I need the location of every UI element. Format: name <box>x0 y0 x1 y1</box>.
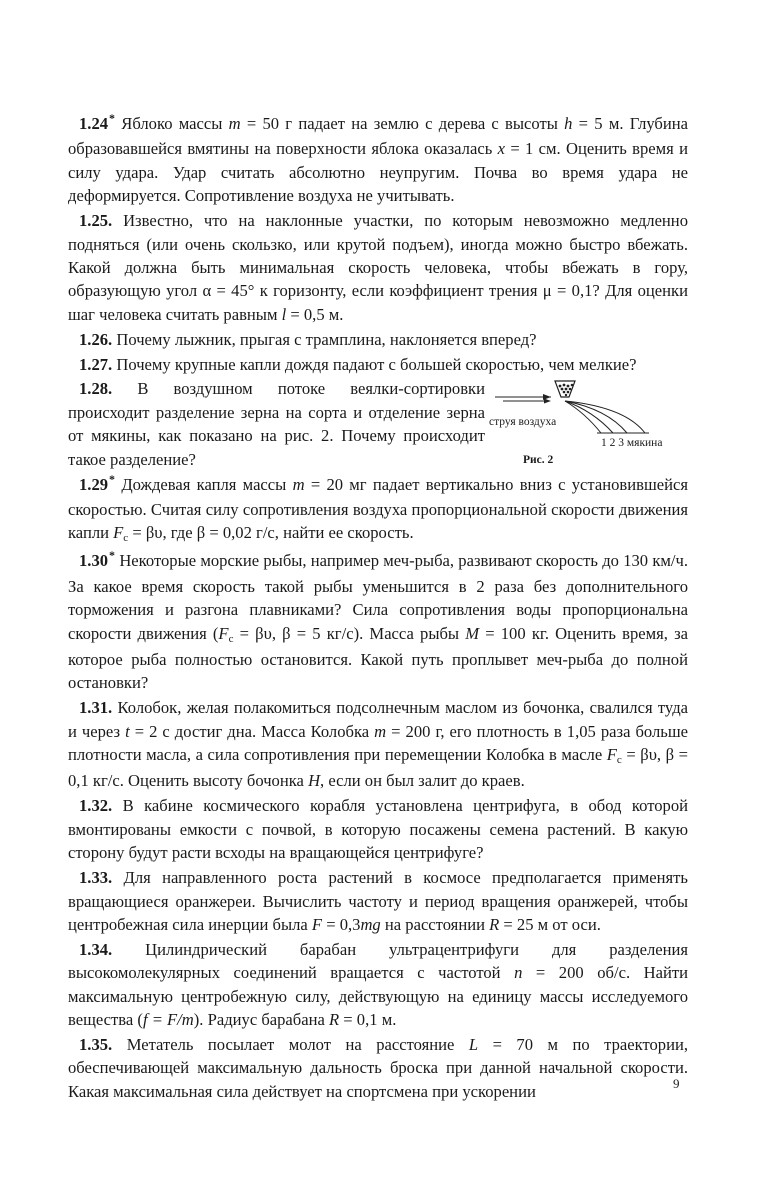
problem-number: 1.32. <box>79 796 113 816</box>
air-arrow-icon <box>544 399 551 404</box>
subscript-c: c <box>616 754 622 767</box>
var-F: F <box>218 623 229 643</box>
problem-text: = 200 об/с. Найти максимальную центробежную силу, действующую на единицу массы исследуемого вещества ( <box>68 963 688 1030</box>
problem-text: = 5 м. Глубина образовавшейся вмятины на поверхности яблока оказалась <box>68 114 688 159</box>
problem-1-25 <box>68 209 688 326</box>
subscript-c: c <box>228 632 234 645</box>
var-H: H <box>308 771 321 791</box>
problem-1-35 <box>68 1033 688 1103</box>
var-F: F <box>311 914 323 934</box>
problem-1-33 <box>68 866 688 936</box>
star-mark: * <box>109 111 116 125</box>
problem-text: Известно, что на наклонные участки, по которым невозможно медленно подняться (или очень скользко, или крутой подъем), иногда можно быстро вбежать. Какой должна быть минимальная скорость человека, чтобы вбежать в гору, образующую угол α = 45° к горизонту, если коэффициент трения μ = 0,1? Для оценки шаг человека считать равным <box>68 211 688 324</box>
problem-number: 1.31. <box>79 698 113 718</box>
problem-text: , если он был залит до краев. <box>320 771 525 791</box>
problem-text: Колобок, желая полакомиться подсолнечным маслом из бочонка, свалился туда и через <box>68 698 688 741</box>
problem-number: 1.26. <box>79 329 113 349</box>
problem-text: = 200 г, его плотность в 1,05 раза больше плотности масла, а сила сопротивления при перемещении Колобка в масле <box>68 721 688 765</box>
problem-text: = βυ, β = 0,1 кг/с. Оценить высоту бочонка <box>68 745 688 791</box>
problem-number: 1.30 <box>79 551 109 571</box>
problem-text: Цилиндрический барабан ультрацентрифуги для разделения высокомолекулярных соединений вращается с частотой <box>68 939 689 983</box>
var-F: F <box>113 523 124 543</box>
problem-text: ). Радиус барабана <box>193 1010 330 1030</box>
problem-text: = 0,5 м. <box>286 304 344 324</box>
problem-text: В кабине космического корабля установлена центрифуга, в обод которой вмонтированы емкости с почвой, в которую посажены семена растений. В какую сторону будут расти всходы на вращающейся центрифуге? <box>68 796 688 863</box>
var-M: M <box>465 623 480 643</box>
problem-1-29 <box>68 473 688 548</box>
var-m: m <box>228 114 241 133</box>
expr-f: f = F/m <box>142 1010 194 1030</box>
problem-text: Дождевая капля массы <box>121 474 293 494</box>
problem-text: = 0,1 м. <box>339 1010 397 1030</box>
problem-text: = 0,3 <box>322 914 361 934</box>
problem-1-32 <box>68 794 688 864</box>
problem-text: Яблоко массы <box>121 114 229 133</box>
var-m: m <box>292 474 305 494</box>
bins-label: 1 2 3 мякина <box>601 437 663 450</box>
problem-1-28 <box>68 377 485 471</box>
problem-text: = 2 с достиг дна. Масса Колобка <box>129 721 375 741</box>
problem-1-30 <box>68 549 688 694</box>
star-mark: * <box>109 471 116 486</box>
var-m: m <box>374 721 387 741</box>
problem-number: 1.27. <box>79 354 113 374</box>
problem-text: = 1 см. Оценить время и силу удара. Удар считать абсолютно неупругим. Почва во время удара не деформируется. Сопротивление воздуха не учитывать. <box>68 139 688 206</box>
problem-text: = βυ, β = 5 кг/с). Масса рыбы <box>233 623 466 643</box>
subscript-c: c <box>123 532 129 545</box>
problem-text: = 20 мг падает вертикально вниз с установившейся скоростью. Считая силу сопротивления воздуха пропорциональной скорости движения капли <box>68 474 688 543</box>
problem-text: на расстоянии <box>380 914 490 934</box>
problem-number: 1.24 <box>79 114 109 133</box>
page-number: 9 <box>673 1076 680 1091</box>
problem-text: Почему крупные капли дождя падают с большей скоростью, чем мелкие? <box>116 354 637 374</box>
problem-number: 1.29 <box>79 474 109 494</box>
problem-text: В воздушном потоке веялки-сортировки происходит разделение зерна на сорта и отделение зерна от мякины, как показано на рис. 2. Почему происходит такое разделение? <box>68 379 485 469</box>
page-content <box>68 112 688 1105</box>
problem-number: 1.25. <box>79 211 113 231</box>
problem-1-27 <box>68 353 688 376</box>
problem-text: = 70 м по траектории, обеспечивающей максимальную дальность броска при данной начальной скорости. Какая максимальная сила действует на спортсмена при ускорении <box>68 1034 689 1101</box>
problem-number: 1.35. <box>79 1034 113 1054</box>
problem-1-28-with-figure <box>68 377 688 472</box>
var-F: F <box>606 745 617 765</box>
problem-text: Некоторые морские рыбы, например меч-рыба, развивают скорость до 130 км/ч. За какое время скорость такой рыбы уменьшится в 2 раза без дополнительного торможения и разгона плавниками? Сила сопротивления воды пропорциональна скорости движения ( <box>68 551 689 643</box>
problem-1-24 <box>68 112 688 208</box>
problem-text: Почему лыжник, прыгая с трамплина, наклоняется вперед? <box>116 329 537 349</box>
air-stream-label: струя воздуха <box>489 416 557 429</box>
problem-number: 1.33. <box>79 868 113 888</box>
problem-text: = 100 кг. Оценить время, за которое рыба полностью остановится. Какой путь проплывет меч-рыба до полной остановки? <box>68 623 688 693</box>
var-t: t <box>125 721 130 741</box>
var-l: l <box>281 304 287 324</box>
problem-text: = 25 м от оси. <box>499 914 601 934</box>
var-R: R <box>329 1010 340 1030</box>
problem-text: = βυ, где β = 0,02 г/с, найти ее скорость. <box>128 523 414 543</box>
problem-1-26 <box>68 328 688 351</box>
var-L: L <box>468 1034 479 1054</box>
problem-text: Метатель посылает молот на расстояние <box>126 1034 469 1054</box>
var-R: R <box>489 914 500 934</box>
var-x: x <box>497 139 505 159</box>
var-h: h <box>564 114 573 133</box>
star-mark: * <box>109 548 116 563</box>
problem-1-31 <box>68 696 688 793</box>
problem-text: = 50 г падает на землю с дерева с высоты <box>240 114 565 133</box>
figure-2 <box>485 377 688 472</box>
problem-number: 1.34. <box>79 939 113 959</box>
var-n: n <box>514 963 523 983</box>
var-mg: mg <box>360 914 381 934</box>
problem-text: Для направленного роста растений в космосе предполагается применять вращающиеся оранжереи. Вычислить частоту и период вращения оранжерей, чтобы центробежная сила инерции была <box>68 868 688 934</box>
problem-number: 1.28. <box>79 379 113 399</box>
problem-1-34 <box>68 938 688 1032</box>
figure-caption: Рис. 2 <box>523 454 554 467</box>
